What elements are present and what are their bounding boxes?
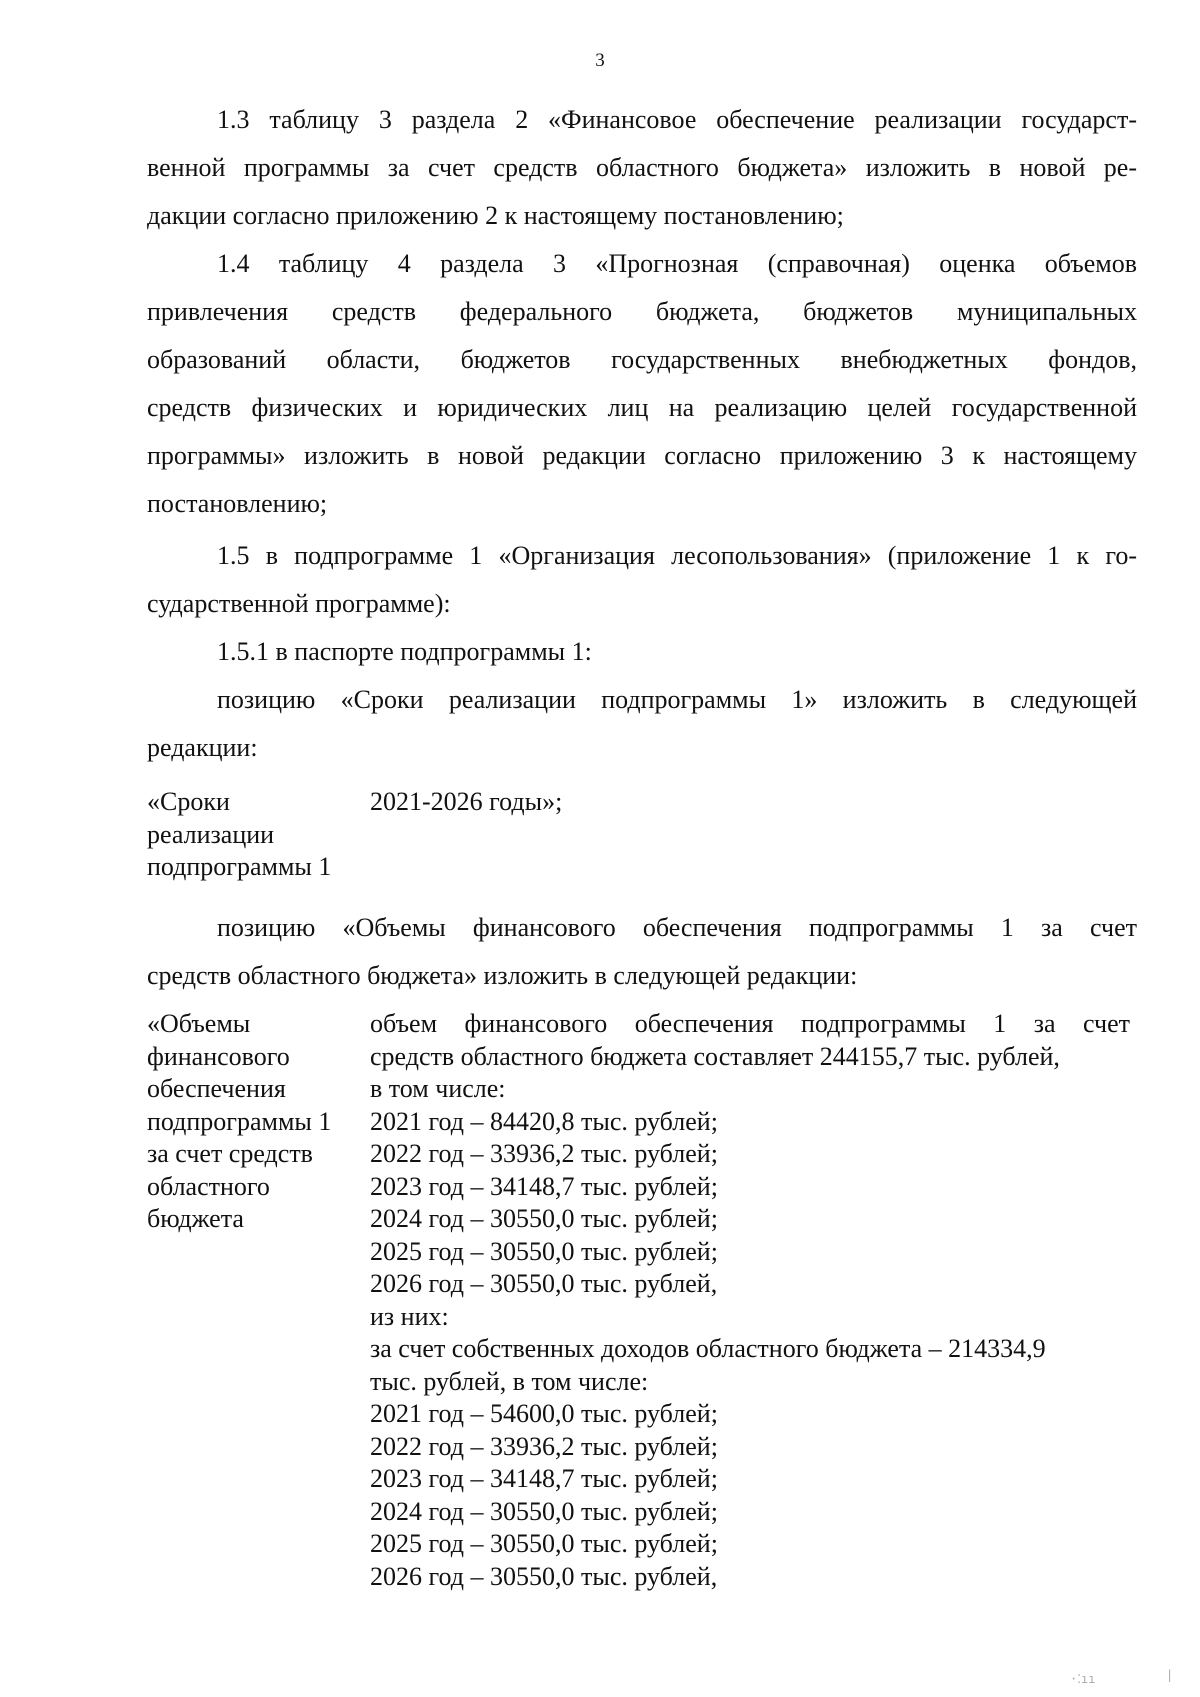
text-line: привлечения средств федерального бюджета, бюджетов муниципальных xyxy=(147,297,1137,326)
paragraph-srok-intro xyxy=(147,676,1137,772)
label-line: «Объемы xyxy=(147,1009,251,1038)
paragraph-1-3 xyxy=(147,96,1137,240)
page-number: 3 xyxy=(595,50,605,71)
label-line: реализации xyxy=(147,819,275,849)
scan-artifact: ·⁚ıı xyxy=(1070,1672,1096,1686)
srok-value xyxy=(370,786,1130,819)
text-line: средств физических и юридических лиц на реализацию целей государственной xyxy=(147,393,1137,422)
value-line: в том числе: xyxy=(370,1074,506,1103)
value-line: 2024 год – 30550,0 тыс. рублей; xyxy=(370,1496,718,1526)
scan-artifact: | xyxy=(1166,1668,1174,1682)
text-line: позицию «Объемы финансового обеспечения подпрограммы 1 за счет xyxy=(217,913,1137,942)
text-line: 1.5 в подпрограмме 1 «Организация лесопользования» (приложение 1 к го- xyxy=(217,541,1137,570)
value-line: 2026 год – 30550,0 тыс. рублей, xyxy=(370,1269,718,1298)
text-line: программы» изложить в новой редакции согласно приложению 3 к настоящему xyxy=(147,441,1137,470)
value-line: 2026 год – 30550,0 тыс. рублей, xyxy=(370,1561,718,1591)
label-line: за счет средств xyxy=(147,1139,313,1168)
label-line: подпрограммы 1 xyxy=(147,852,332,881)
text-line: позицию «Сроки реализации подпрограммы 1» изложить в следующей xyxy=(217,685,1137,714)
value-line: за счет собственных доходов областного бюджета – 214334,9 xyxy=(370,1334,1046,1363)
value-line: средств областного бюджета составляет 244155,7 тыс. рублей, xyxy=(370,1041,1060,1071)
value-line: 2022 год – 33936,2 тыс. рублей; xyxy=(370,1139,718,1168)
label-line: финансового xyxy=(147,1041,290,1071)
label-line: «Сроки xyxy=(147,787,230,816)
text-line: 1.4 таблицу 4 раздела 3 «Прогнозная (справочная) оценка объемов xyxy=(217,249,1137,278)
text-line: редакции: xyxy=(147,733,258,762)
text-line: 1.3 таблицу 3 раздела 2 «Финансовое обеспечение реализации государст- xyxy=(217,105,1137,134)
value-line: 2021 год – 54600,0 тыс. рублей; xyxy=(370,1399,718,1428)
label-line: подпрограммы 1 xyxy=(147,1106,332,1136)
value-line: объем финансового обеспечения подпрограммы 1 за счет xyxy=(370,1009,1130,1038)
paragraph-1-5 xyxy=(147,532,1137,628)
paragraph-1-5-1 xyxy=(147,628,1137,676)
value-line: 2025 год – 30550,0 тыс. рублей; xyxy=(370,1236,718,1266)
value-line: 2021 год – 84420,8 тыс. рублей; xyxy=(370,1106,718,1136)
obem-value xyxy=(370,1008,1130,1593)
label-line: обеспечения xyxy=(147,1074,286,1103)
label-line: бюджета xyxy=(147,1204,244,1233)
label-line: областного xyxy=(147,1171,270,1201)
value-line: тыс. рублей, в том числе: xyxy=(370,1366,649,1396)
value-line: 2023 год – 34148,7 тыс. рублей; xyxy=(370,1171,718,1201)
value-line: 2024 год – 30550,0 тыс. рублей; xyxy=(370,1204,718,1233)
text-line: дакции согласно приложению 2 к настоящему постановлению; xyxy=(147,201,844,230)
text-line: средств областного бюджета» изложить в следующей редакции: xyxy=(147,961,858,990)
srok-label xyxy=(147,786,367,884)
text-line: венной программы за счет средств областного бюджета» изложить в новой ре- xyxy=(147,153,1137,182)
value-line: 2022 год – 33936,2 тыс. рублей; xyxy=(370,1431,718,1461)
text-line: постановлению; xyxy=(147,489,328,518)
value-line: 2023 год – 34148,7 тыс. рублей; xyxy=(370,1464,718,1493)
value-line: из них: xyxy=(370,1301,449,1331)
paragraph-1-4 xyxy=(147,240,1137,528)
text-line: сударственной программе): xyxy=(147,589,451,618)
value-line: 2025 год – 30550,0 тыс. рублей; xyxy=(370,1529,718,1558)
text-line: 1.5.1 в паспорте подпрограммы 1: xyxy=(217,637,592,666)
value-line: 2021-2026 годы»; xyxy=(370,787,563,816)
obem-label xyxy=(147,1008,367,1236)
paragraph-obem-intro xyxy=(147,904,1137,1000)
text-line: образований области, бюджетов государственных внебюджетных фондов, xyxy=(147,345,1137,374)
